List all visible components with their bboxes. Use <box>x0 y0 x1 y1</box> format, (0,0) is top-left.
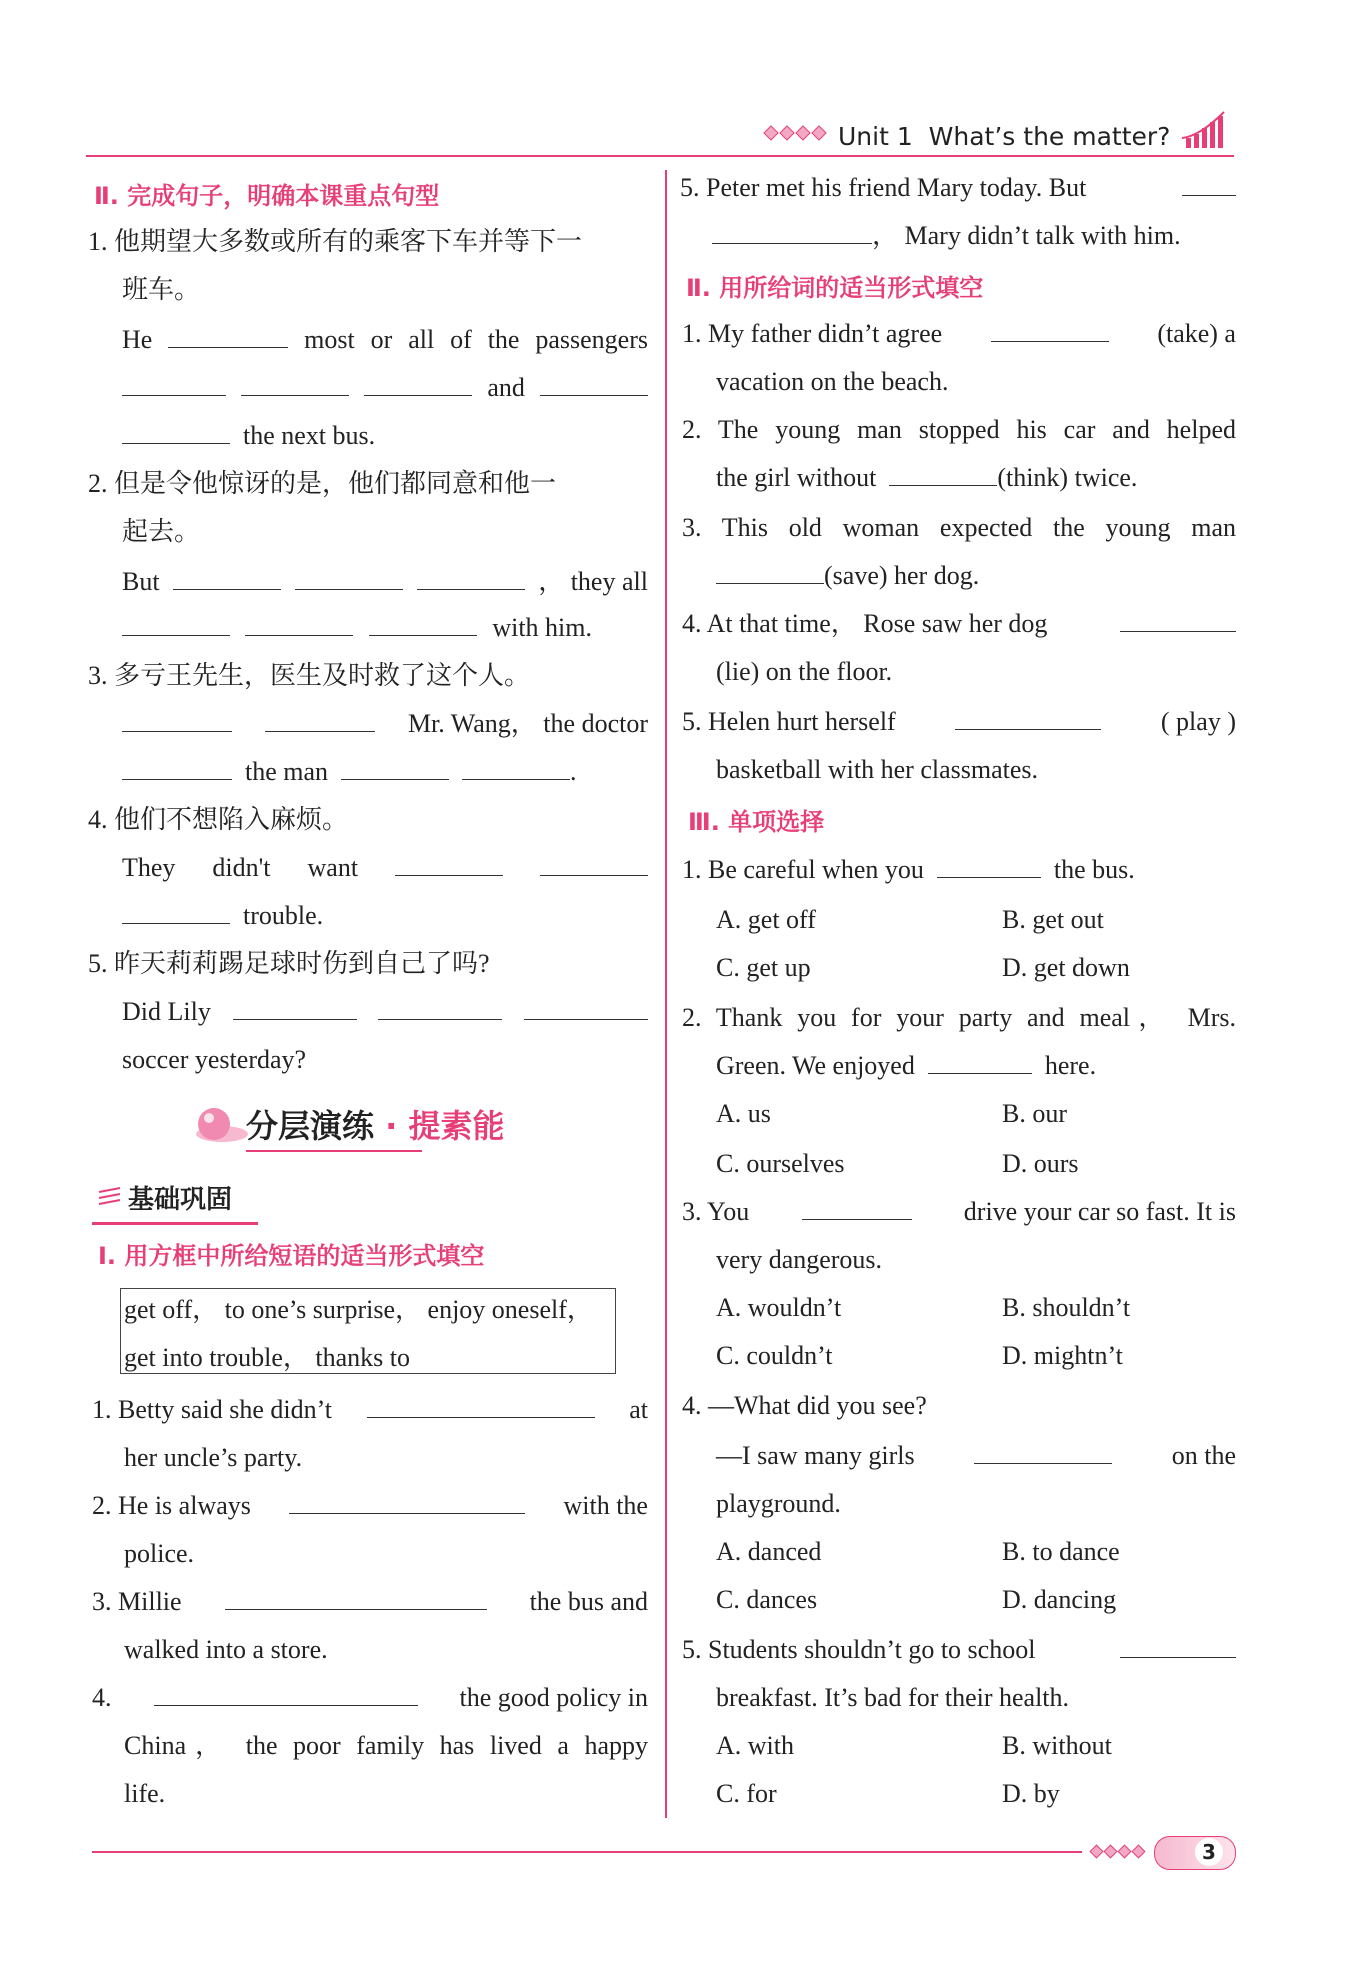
books-icon <box>96 1184 124 1218</box>
fill-3-text: 3. Millie <box>92 1587 182 1616</box>
banner-dot: · <box>385 1107 398 1145</box>
mc-4-question-line2 <box>716 1432 1236 1480</box>
q2-english-line1 <box>122 558 648 606</box>
unit-label: Unit 1 <box>838 122 913 151</box>
mc-4-question-line1: 4. —What did you see? <box>682 1391 927 1420</box>
footer-rule <box>92 1851 1082 1853</box>
mc-1-option-c[interactable]: C. get up <box>716 953 811 982</box>
answer-blank[interactable] <box>802 1189 912 1220</box>
answer-blank[interactable] <box>173 559 281 590</box>
header-diamonds-icon <box>762 122 828 154</box>
q5-english-line1 <box>122 988 648 1036</box>
answer-blank[interactable] <box>1120 601 1236 632</box>
mc-3-option-d[interactable]: D. mightn’t <box>1002 1341 1123 1370</box>
word-5-line2: basketball with her classmates. <box>716 755 1039 784</box>
fill-1-at: at <box>629 1395 648 1424</box>
mc-2-question-line1: 2. Thank you for your party and meal， Mrs. <box>682 1003 1236 1032</box>
mc-4-option-c[interactable]: C. dances <box>716 1585 818 1614</box>
answer-blank[interactable] <box>122 365 226 396</box>
banner-part-a: 分层演练 <box>246 1107 375 1145</box>
q4-end: trouble. <box>243 901 324 930</box>
mc-1-option-d[interactable]: D. get down <box>1002 953 1130 982</box>
word-1-line2: vacation on the beach. <box>716 367 949 396</box>
mc-3-option-a[interactable]: A. wouldn’t <box>716 1293 842 1322</box>
bar-chart-icon <box>1180 108 1230 154</box>
mc-2-option-c[interactable]: C. ourselves <box>716 1149 845 1178</box>
q3-dot: . <box>570 757 577 786</box>
q1-and: and <box>487 373 525 402</box>
mc-5-question-line1 <box>682 1626 1236 1674</box>
mc-2-tail: here. <box>1044 1051 1097 1080</box>
q1-word: He <box>122 325 153 354</box>
q5-chinese: 5. 昨天莉莉踢足球时伤到自己了吗? <box>88 949 490 978</box>
answer-blank[interactable] <box>716 553 824 584</box>
answer-blank[interactable] <box>937 847 1041 878</box>
q1-english-line1 <box>122 316 648 364</box>
r-q5-tail: ， Mary didn’t talk with him. <box>872 221 1181 250</box>
mc-4-option-a[interactable]: A. danced <box>716 1537 822 1566</box>
q4-word: want <box>307 853 359 882</box>
word-1-hint: (take) a <box>1157 319 1236 348</box>
q2-chinese-line1: 2. 但是令他惊讶的是，他们都同意和他一 <box>88 469 557 498</box>
answer-blank[interactable] <box>265 701 375 732</box>
q1-chinese-line1: 1. 他期望大多数或所有的乘客下车并等下一 <box>88 227 583 256</box>
fill-2-line2: police. <box>124 1539 195 1568</box>
word-2-line2 <box>716 454 1137 502</box>
answer-blank[interactable] <box>378 989 502 1020</box>
q3-english-line1 <box>122 700 648 748</box>
answer-blank[interactable] <box>168 317 288 348</box>
fill-4-num: 4. <box>92 1683 112 1712</box>
footer-diamonds-icon <box>1088 1840 1152 1868</box>
q2-end: with him. <box>492 613 592 642</box>
answer-blank[interactable] <box>154 1675 418 1706</box>
mc-1-question <box>682 846 1135 894</box>
r-q5-text: 5. Peter met his friend Mary today. But <box>680 173 1087 202</box>
phrase-box-line1: get off， to one’s surprise， enjoy oneself， <box>124 1295 593 1324</box>
q3-chinese: 3. 多亏王先生，医生及时救了这个人。 <box>88 661 531 690</box>
answer-blank[interactable] <box>122 701 232 732</box>
q3-english-line2 <box>122 748 577 796</box>
word-2-text: the girl without <box>716 463 877 492</box>
q1-chinese-line2: 班车。 <box>122 275 201 304</box>
answer-blank[interactable] <box>991 311 1109 342</box>
answer-blank[interactable] <box>122 605 230 636</box>
mc-5-text: 5. Students shouldn’t go to school <box>682 1635 1036 1664</box>
answer-blank[interactable] <box>540 365 648 396</box>
q1-word: or <box>370 325 393 354</box>
answer-blank[interactable] <box>122 413 230 444</box>
word-4-text: 4. At that time， Rose saw her dog <box>682 609 1048 638</box>
q4-chinese: 4. 他们不想陷入麻烦。 <box>88 805 349 834</box>
answer-blank[interactable] <box>122 893 230 924</box>
q1-word: of <box>450 325 472 354</box>
basic-consolidation-title: 基础巩固 <box>128 1185 233 1215</box>
q1-word: all <box>408 325 435 354</box>
fill-1-line1 <box>92 1386 648 1434</box>
mc-5-option-c[interactable]: C. for <box>716 1779 777 1808</box>
fill-1-text: 1. Betty said she didn’t <box>92 1395 333 1424</box>
fill-3-line1 <box>92 1578 648 1626</box>
basic-title-underline <box>92 1222 258 1225</box>
q4-word: They <box>122 853 176 882</box>
mc-4-tail: on the <box>1171 1441 1236 1470</box>
word-3-line1: 3. This old woman expected the young man <box>682 513 1236 542</box>
page-number-badge <box>1154 1836 1236 1870</box>
q1-english-line3 <box>122 412 375 460</box>
fill-4-tail: the good policy in <box>459 1683 648 1712</box>
fill-2-tail: with the <box>563 1491 648 1520</box>
mc-2-text: Green. We enjoyed <box>716 1051 915 1080</box>
pink-ball-icon <box>192 1104 248 1152</box>
mc-4-question-line3: playground. <box>716 1489 841 1518</box>
answer-blank[interactable] <box>974 1433 1112 1464</box>
answer-blank[interactable] <box>369 605 477 636</box>
q1-english-line2 <box>122 364 648 412</box>
mc-4-option-d[interactable]: D. dancing <box>1002 1585 1117 1614</box>
page-number: 3 <box>1195 1838 1223 1866</box>
column-divider <box>665 170 667 1818</box>
answer-blank[interactable] <box>289 1483 525 1514</box>
phrase-box-line2: get into trouble， thanks to <box>124 1343 410 1372</box>
answer-blank[interactable] <box>225 1579 487 1610</box>
mc-4-option-b[interactable]: B. to dance <box>1002 1537 1120 1566</box>
mc-2-question-line2 <box>716 1042 1096 1090</box>
banner-part-b: 提素能 <box>408 1107 505 1145</box>
q2-chinese-line2: 起去。 <box>122 517 201 546</box>
answer-blank[interactable] <box>395 845 503 876</box>
q1-end: the next bus. <box>243 421 376 450</box>
word-4-line2: (lie) on the floor. <box>716 657 893 686</box>
mc-4-text: —I saw many girls <box>716 1441 915 1470</box>
mc-3-text: 3. You <box>682 1197 750 1226</box>
answer-blank[interactable] <box>955 699 1101 730</box>
word-5-text: 5. Helen hurt herself <box>682 707 896 736</box>
mc-1-option-a[interactable]: A. get off <box>716 905 816 934</box>
mc-2-option-a[interactable]: A. us <box>716 1099 771 1128</box>
word-5-hint: ( play ) <box>1160 707 1236 736</box>
section-3-title: Ⅲ. 单项选择 <box>688 808 825 836</box>
unit-title: What’s the matter? <box>928 122 1171 151</box>
mc-2-option-b[interactable]: B. our <box>1002 1099 1067 1128</box>
answer-blank[interactable] <box>524 989 648 1020</box>
answer-blank[interactable] <box>928 1043 1032 1074</box>
answer-blank[interactable] <box>462 749 570 780</box>
answer-blank[interactable] <box>417 559 525 590</box>
answer-blank[interactable] <box>122 749 232 780</box>
mc-3-question-line1 <box>682 1188 1236 1236</box>
section-2-title-left: Ⅱ. 完成句子，明确本课重点句型 <box>94 182 440 210</box>
mc-5-question-line2: breakfast. It’s bad for their health. <box>716 1683 1070 1712</box>
mc-3-question-line2: very dangerous. <box>716 1245 883 1274</box>
mc-1-option-b[interactable]: B. get out <box>1002 905 1104 934</box>
q5-english-line2: soccer yesterday? <box>122 1045 307 1074</box>
answer-blank[interactable] <box>241 365 349 396</box>
answer-blank[interactable] <box>712 213 872 244</box>
answer-blank[interactable] <box>245 605 353 636</box>
unit-header <box>838 122 1170 151</box>
mc-2-option-d[interactable]: D. ours <box>1002 1149 1079 1178</box>
fill-2-line1 <box>92 1482 648 1530</box>
fill-4-line3: life. <box>124 1779 166 1808</box>
q1-word: passengers <box>535 325 648 354</box>
word-3-line2 <box>716 552 979 600</box>
mc-3-option-c[interactable]: C. couldn’t <box>716 1341 833 1370</box>
word-1-line1 <box>682 310 1236 358</box>
answer-blank[interactable] <box>364 365 472 396</box>
r-q5-line1 <box>680 164 1236 212</box>
answer-blank[interactable] <box>341 749 449 780</box>
mc-5-option-b[interactable]: B. without <box>1002 1731 1112 1760</box>
fill-3-tail: the bus and <box>529 1587 648 1616</box>
fill-4-line2: China， the poor family has lived a happy <box>124 1731 648 1760</box>
fill-3-line2: walked into a store. <box>124 1635 328 1664</box>
section-2-title-right: Ⅱ. 用所给词的适当形式填空 <box>686 274 984 302</box>
word-3-hint: (save) her dog. <box>824 561 980 590</box>
answer-blank[interactable] <box>295 559 403 590</box>
word-2-hint: (think) twice. <box>997 463 1138 492</box>
q2-english-line2 <box>122 604 592 652</box>
mc-1-text: 1. Be careful when you <box>682 855 924 884</box>
mc-3-tail: drive your car so fast. It is <box>963 1197 1236 1226</box>
q4-english-line1 <box>122 844 648 892</box>
answer-blank[interactable] <box>540 845 648 876</box>
mc-5-option-d[interactable]: D. by <box>1002 1779 1060 1808</box>
answer-blank[interactable] <box>1182 165 1236 196</box>
mc-1-tail: the bus. <box>1053 855 1135 884</box>
word-1-text: 1. My father didn’t agree <box>682 319 943 348</box>
q1-word: most <box>304 325 355 354</box>
fill-2-text: 2. He is always <box>92 1491 251 1520</box>
banner-underline <box>246 1150 422 1152</box>
answer-blank[interactable] <box>1120 1627 1236 1658</box>
word-2-line1: 2. The young man stopped his car and helped <box>682 415 1236 444</box>
q1-word: the <box>487 325 520 354</box>
answer-blank[interactable] <box>367 1387 595 1418</box>
q5-start: Did Lily <box>122 997 211 1026</box>
q3-man: the man <box>245 757 329 786</box>
answer-blank[interactable] <box>233 989 357 1020</box>
q2-they: ， they all <box>538 567 648 596</box>
mc-3-option-b[interactable]: B. shouldn’t <box>1002 1293 1131 1322</box>
practice-banner <box>246 1104 504 1148</box>
q3-mid: Mr. Wang， the doctor <box>407 709 648 738</box>
answer-blank[interactable] <box>889 455 997 486</box>
word-5-line1 <box>682 698 1236 746</box>
q4-english-line2 <box>122 892 323 940</box>
fill-4-line1 <box>92 1674 648 1722</box>
q4-word: didn't <box>212 853 271 882</box>
header-rule <box>86 155 1234 157</box>
r-q5-line2 <box>712 212 1181 260</box>
q2-but: But <box>122 567 160 596</box>
section-1-title: Ⅰ. 用方框中所给短语的适当形式填空 <box>98 1242 485 1270</box>
fill-1-line2: her uncle’s party. <box>124 1443 303 1472</box>
word-4-line1 <box>682 600 1236 648</box>
mc-5-option-a[interactable]: A. with <box>716 1731 794 1760</box>
